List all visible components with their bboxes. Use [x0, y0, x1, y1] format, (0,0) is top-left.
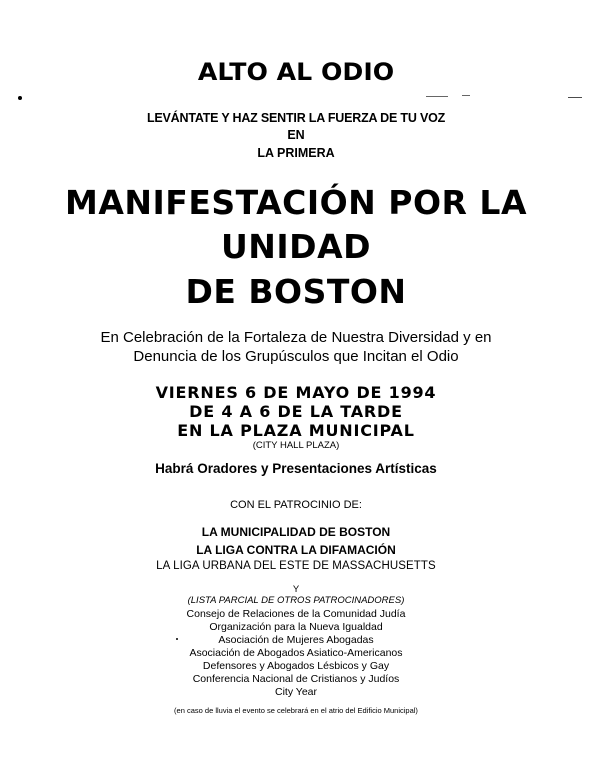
title-line-2: UNIDAD — [220, 227, 372, 266]
main-sponsor: LA MUNICIPALIDAD DE BOSTON — [201, 525, 391, 539]
other-sponsor: Asociación de Mujeres Abogadas — [218, 634, 374, 646]
call-line-1: LEVÁNTATE Y HAZ SENTIR LA FUERZA DE TU VOZ — [146, 111, 446, 125]
other-sponsor: Consejo de Relaciones de la Comunidad Judía — [186, 608, 406, 620]
main-sponsor: LA LIGA URBANA DEL ESTE DE MASSACHUSETTS — [156, 560, 436, 572]
call-line-3: LA PRIMERA — [257, 146, 335, 160]
other-sponsor: City Year — [274, 686, 318, 698]
scan-speck — [462, 95, 470, 96]
title-line-3: DE BOSTON — [185, 272, 407, 311]
program-line: Habrá Oradores y Presentaciones Artísticas — [155, 461, 437, 476]
purpose-line-1: En Celebración de la Fortaleza de Nuestra Diversidad y en — [100, 329, 492, 346]
rain-note: (en caso de lluvia el evento se celebrará en el atrio del Edificio Municipal) — [174, 706, 418, 715]
partial-list-label: (LISTA PARCIAL DE OTROS PATROCINADORES) — [187, 595, 405, 606]
other-sponsor: Defensores y Abogados Lésbicos y Gay — [202, 660, 390, 672]
other-sponsor: Organización para la Nueva Igualdad — [209, 621, 383, 633]
other-sponsor: Conferencia Nacional de Cristianos y Judíos — [192, 673, 400, 685]
scan-speck — [426, 96, 448, 97]
time-line: DE 4 A 6 DE LA TARDE — [189, 402, 403, 421]
headline: ALTO AL ODIO — [197, 58, 395, 86]
place-note: (CITY HALL PLAZA) — [252, 440, 340, 451]
main-sponsor: LA LIGA CONTRA LA DIFAMACIÓN — [196, 543, 396, 557]
call-line-2: EN — [287, 128, 305, 142]
sponsorship-label: CON EL PATROCINIO DE: — [230, 499, 362, 511]
place-line: EN LA PLAZA MUNICIPAL — [177, 421, 415, 440]
other-sponsor: Asociación de Abogados Asiatico-Americanos — [189, 647, 403, 659]
title-line-1: MANIFESTACIÓN POR LA — [65, 183, 527, 222]
purpose-line-2: Denuncia de los Grupúsculos que Incitan el Odio — [133, 348, 459, 365]
scan-speck — [176, 638, 178, 640]
scan-speck — [18, 96, 22, 100]
and-label: Y — [292, 584, 300, 595]
date-line: VIERNES 6 DE MAYO DE 1994 — [155, 383, 437, 402]
scan-speck — [568, 97, 582, 98]
